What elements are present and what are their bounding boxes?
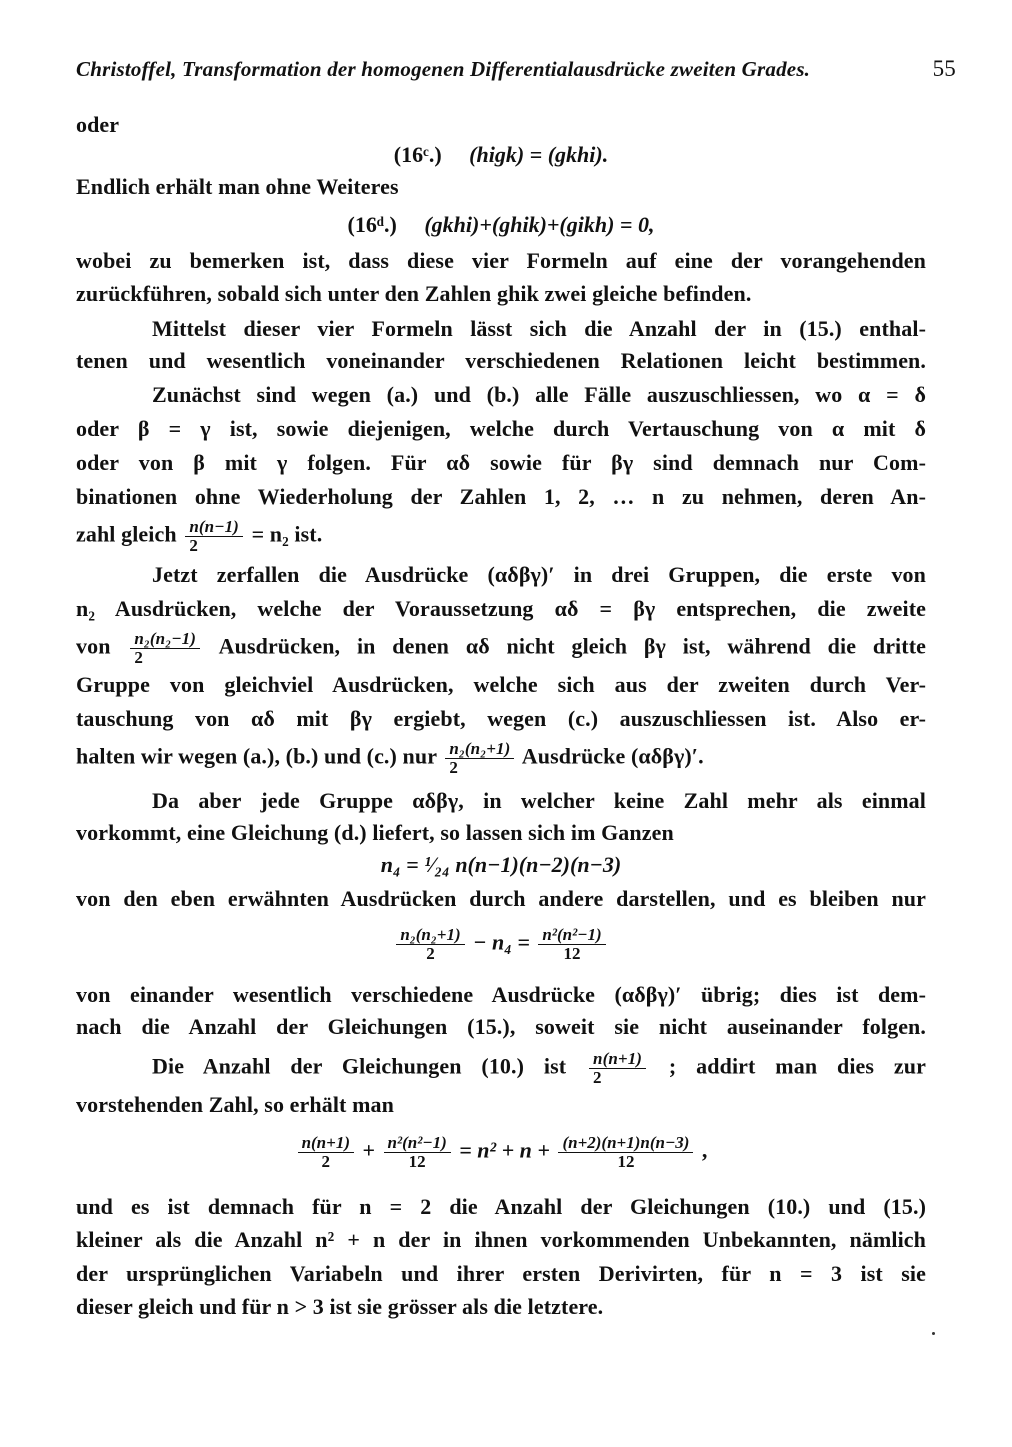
fraction bbox=[558, 1134, 693, 1171]
fraction bbox=[396, 926, 464, 963]
text-line: Da aber jede Gruppe αδβγ, in welcher keine Zahl mehr als einmal bbox=[152, 788, 926, 813]
text-line: Gruppe von gleichviel Ausdrücken, welche sich aus der zweiten durch Ver- bbox=[76, 672, 926, 697]
equation-label: (16ᵈ.) bbox=[347, 212, 397, 237]
text-span: Die Anzahl der Gleichungen (10.) ist bbox=[152, 1053, 567, 1079]
equation-label: (16ᶜ.) bbox=[393, 142, 442, 167]
fraction bbox=[130, 630, 200, 667]
text-line: n₂ Ausdrücken, welche der Voraussetzung αδ = βγ entsprechen, die zweite bbox=[76, 596, 926, 621]
equation-body: (gkhi)+(ghik)+(gikh) = 0, bbox=[424, 212, 655, 237]
denominator: 2 bbox=[426, 944, 435, 963]
denominator: 12 bbox=[408, 1152, 426, 1171]
punctuation: , bbox=[701, 1137, 708, 1163]
text-line: und es ist demnach für n = 2 die Anzahl der Gleichungen (10.) und (15.) bbox=[76, 1194, 926, 1219]
text-line: oder bbox=[76, 112, 120, 137]
scan-speck bbox=[932, 1332, 935, 1335]
numerator: n₂(n₂−1) bbox=[130, 630, 200, 649]
numerator: n²(n²−1) bbox=[538, 926, 605, 945]
fraction bbox=[589, 1050, 646, 1087]
fraction bbox=[445, 740, 514, 777]
text-span: zahl gleich bbox=[76, 521, 177, 547]
text-line: Zunächst sind wegen (a.) und (b.) alle Fälle auszuschliessen, wo α = δ bbox=[152, 382, 926, 407]
denominator: 2 bbox=[593, 1068, 602, 1087]
running-header bbox=[76, 56, 956, 82]
text-line: Endlich erhält man ohne Weiteres bbox=[76, 174, 399, 199]
denominator: 2 bbox=[321, 1152, 331, 1171]
equation-remaining bbox=[76, 926, 926, 963]
equation-16c bbox=[76, 140, 926, 170]
text-line bbox=[76, 740, 926, 777]
text-span: Ausdrücken, in denen αδ nicht gleich βγ ist, während die dritte bbox=[218, 633, 926, 659]
text-line: tauschung von αδ mit βγ ergiebt, wegen (c.) auszuschliessen ist. Also er- bbox=[76, 706, 926, 731]
equation-n4: n₄ = ¹⁄₂₄ n(n−1)(n−2)(n−3) bbox=[380, 852, 622, 877]
text-span: Ausdrücke (αδβγ)′. bbox=[521, 743, 704, 769]
numerator: n(n+1) bbox=[589, 1050, 646, 1069]
text-line: von einander wesentlich verschiedene Ausdrücke (αδβγ)′ übrig; dies ist dem- bbox=[76, 982, 926, 1007]
text-line: tenen und wesentlich voneinander verschiedenen Relationen leicht bestimmen. bbox=[76, 348, 926, 373]
text-line: binationen ohne Wiederholung der Zahlen 1, 2, … n zu nehmen, deren An- bbox=[76, 484, 926, 509]
equation-16d bbox=[76, 210, 926, 240]
text-span: halten wir wegen (a.), (b.) und (c.) nur bbox=[76, 743, 437, 769]
text-line: Jetzt zerfallen die Ausdrücke (αδβγ)′ in drei Gruppen, die erste von bbox=[152, 562, 926, 587]
text-line: vorstehenden Zahl, so erhält man bbox=[76, 1092, 394, 1117]
numerator: n(n+1) bbox=[298, 1134, 354, 1153]
text-span: von bbox=[76, 633, 111, 659]
numerator: n₂(n₂+1) bbox=[445, 740, 514, 759]
text-line: oder β = γ ist, sowie diejenigen, welche durch Vertauschung von α mit δ bbox=[76, 416, 926, 441]
text-line: wobei zu bemerken ist, dass diese vier Formeln auf eine der vorangehenden bbox=[76, 248, 926, 273]
text-line bbox=[76, 630, 926, 667]
text-line: zurückführen, sobald sich unter den Zahlen ghik zwei gleiche befinden. bbox=[76, 281, 752, 306]
page-number: 55 bbox=[932, 56, 956, 81]
equation-total bbox=[76, 1134, 926, 1171]
running-title: Christoffel, Transformation der homogenen Differentialausdrücke zweiten Grades. bbox=[76, 57, 811, 81]
fraction bbox=[298, 1134, 354, 1171]
fraction bbox=[538, 926, 605, 963]
text-span: = n₂ ist. bbox=[251, 521, 323, 547]
denominator: 2 bbox=[189, 536, 198, 555]
text-line: nach die Anzahl der Gleichungen (15.), soweit sie nicht auseinander folgen. bbox=[76, 1014, 926, 1039]
text-line: Mittelst dieser vier Formeln lässt sich die Anzahl der in (15.) enthal- bbox=[152, 316, 926, 341]
denominator: 2 bbox=[134, 648, 143, 667]
numerator: n²(n²−1) bbox=[384, 1134, 451, 1153]
numerator: n(n−1) bbox=[185, 518, 243, 537]
numerator: n₂(n₂+1) bbox=[396, 926, 464, 945]
fraction bbox=[384, 1134, 451, 1171]
denominator: 12 bbox=[617, 1152, 635, 1171]
text-line: dieser gleich und für n > 3 ist sie grösser als die letztere. bbox=[76, 1294, 604, 1319]
operator: + bbox=[362, 1137, 376, 1163]
text-line: vorkommt, eine Gleichung (d.) liefert, so lassen sich im Ganzen bbox=[76, 820, 674, 845]
denominator: 2 bbox=[449, 758, 458, 777]
equation-body: (higk) = (gkhi). bbox=[469, 142, 609, 167]
operator: − n₄ = bbox=[473, 929, 530, 955]
text-span: ; addirt man dies zur bbox=[668, 1053, 926, 1079]
text-line bbox=[76, 518, 926, 555]
text-line: kleiner als die Anzahl n² + n der in ihnen vorkommenden Unbekannten, nämlich bbox=[76, 1227, 926, 1252]
text-line: der ursprünglichen Variabeln und ihrer ersten Derivirten, für n = 3 ist sie bbox=[76, 1261, 926, 1286]
fraction bbox=[185, 518, 243, 555]
text-line bbox=[76, 1050, 926, 1087]
text-line: von den eben erwähnten Ausdrücken durch andere darstellen, und es bleiben nur bbox=[76, 886, 926, 911]
numerator: (n+2)(n+1)n(n−3) bbox=[558, 1134, 693, 1153]
operator: = n² + n + bbox=[459, 1137, 550, 1163]
denominator: 12 bbox=[563, 944, 581, 963]
text-line: oder von β mit γ folgen. Für αδ sowie für βγ sind demnach nur Com- bbox=[76, 450, 926, 475]
